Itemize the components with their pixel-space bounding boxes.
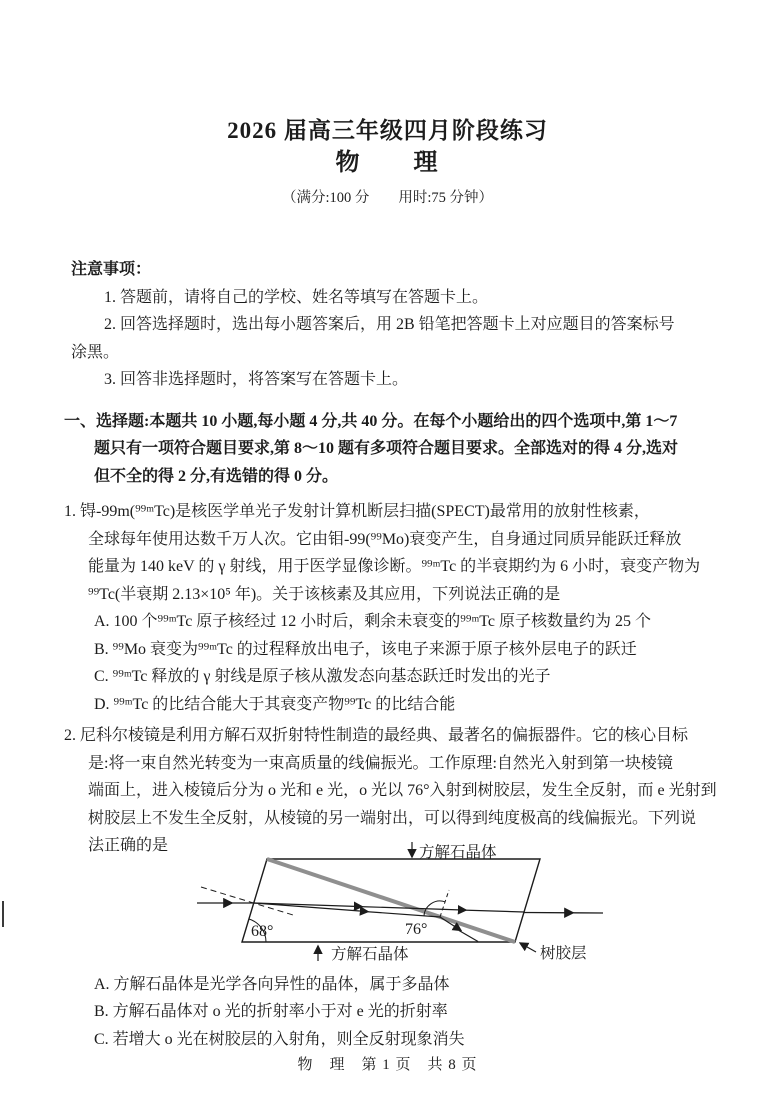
choice-section-heading bbox=[0, 408, 775, 491]
notice-heading: 注意事项： bbox=[71, 261, 152, 278]
question-text-line: 全球每年使用达数千万人次。它由钼-99(⁹⁹Mo)衰变产生，自身通过同质异能跃迁释放 bbox=[88, 530, 682, 548]
e-ray bbox=[254, 903, 524, 912]
option-a: A. 方解石晶体是光学各向异性的晶体，属于多晶体 bbox=[94, 975, 450, 993]
option-a: A. 100 个⁹⁹ᵐTc 原子核经过 12 小时后，剩余未衰变的⁹⁹ᵐTc 原子核数量约为 25 个 bbox=[94, 613, 652, 630]
balsam-layer bbox=[267, 859, 515, 942]
notice-item: 1. 答题前，请将自己的学校、姓名等填写在答题卡上。 bbox=[104, 288, 489, 306]
section-heading-line: 一、选择题:本题共 10 小题,每小题 4 分,共 40 分。在每个小题给出的四个选项中,第 1～7 bbox=[64, 412, 678, 430]
exam-meta: （满分:100 分 用时:75 分钟） bbox=[281, 190, 494, 206]
question-text-line: 端面上，进入棱镜后分为 o 光和 e 光，o 光以 76°入射到树胶层，发生全反射，而 e 光射到 bbox=[88, 782, 717, 799]
question-text-line: 2. 尼科尔棱镜是利用方解石双折射特性制造的最经典、最著名的偏振器件。它的核心目标 bbox=[64, 727, 689, 744]
balsam-label: 树胶层 bbox=[540, 944, 587, 962]
subject-title: 物 理 bbox=[335, 150, 440, 176]
o-ray bbox=[254, 903, 478, 942]
pointer-arrow-icon bbox=[520, 943, 536, 952]
option-b: B. ⁹⁹Mo 衰变为⁹⁹ᵐTc 的过程释放出电子，该电子来源于原子核外层电子的跃迁 bbox=[94, 640, 637, 658]
section-heading-line: 但不全的得 2 分,有选错的得 0 分。 bbox=[94, 467, 339, 485]
option-c: C. 若增大 o 光在树胶层的入射角，则全反射现象消失 bbox=[94, 1030, 465, 1048]
notice-item-continuation: 涂黑。 bbox=[71, 343, 120, 361]
question-1 bbox=[0, 498, 775, 718]
calcite-label-bottom: 方解石晶体 bbox=[331, 945, 409, 963]
notice-item: 2. 回答选择题时，选出每小题答案后，用 2B 铅笔把答题卡上对应题目的答案标号 bbox=[104, 316, 675, 333]
entry-normal-dashed-line bbox=[201, 887, 293, 915]
page-title: 2026 届高三年级四月阶段练习 bbox=[227, 118, 548, 143]
question-text-line: 树胶层上不发生全反射，从棱镜的另一端射出，可以得到纯度极高的线偏振光。下列说 bbox=[88, 809, 697, 827]
exit-ray bbox=[524, 912, 603, 913]
notice-item: 3. 回答非选择题时，将答案写在答题卡上。 bbox=[104, 371, 409, 388]
page-footer: 物 理 第 1 页 共 8 页 bbox=[297, 1057, 478, 1073]
question-text-line: 1. 锝-99m(⁹⁹ᵐTc)是核医学单光子发射计算机断层扫描(SPECT)最常用的放射性核素， bbox=[64, 503, 650, 520]
question-text-line: 是:将一束自然光转变为一束高质量的线偏振光。工作原理:自然光入射到第一块棱镜 bbox=[88, 754, 673, 772]
question-text-line: 能量为 140 keV 的 γ 射线，用于医学显像诊断。⁹⁹ᵐTc 的半衰期约为 6 小时，衰变产物为 bbox=[88, 558, 701, 575]
notice-section bbox=[0, 256, 775, 394]
calcite-label-top: 方解石晶体 bbox=[419, 843, 497, 861]
option-d: D. ⁹⁹ᵐTc 的比结合能大于其衰变产物⁹⁹Tc 的比结合能 bbox=[94, 695, 456, 713]
option-b: B. 方解石晶体对 o 光的折射率小于对 e 光的折射率 bbox=[94, 1003, 448, 1020]
prism-diagram bbox=[190, 838, 610, 964]
scan-artifact-line bbox=[2, 901, 4, 927]
angle-label-68: 68° bbox=[251, 922, 274, 940]
question-text-line: 法正确的是 bbox=[88, 837, 169, 854]
balsam-normal-dashed-line bbox=[440, 890, 449, 917]
option-c: C. ⁹⁹ᵐTc 释放的 γ 射线是原子核从激发态向基态跃迁时发出的光子 bbox=[94, 668, 551, 685]
section-heading-line: 题只有一项符合题目要求,第 8～10 题有多项符合题目要求。全部选对的得 4 分,选对 bbox=[94, 440, 679, 457]
question-text-line: ⁹⁹Tc(半衰期 2.13×10⁵ 年)。关于该核素及其应用，下列说法正确的是 bbox=[88, 585, 561, 603]
question-2-options bbox=[0, 971, 775, 1054]
angle-label-76: 76° bbox=[405, 920, 428, 938]
